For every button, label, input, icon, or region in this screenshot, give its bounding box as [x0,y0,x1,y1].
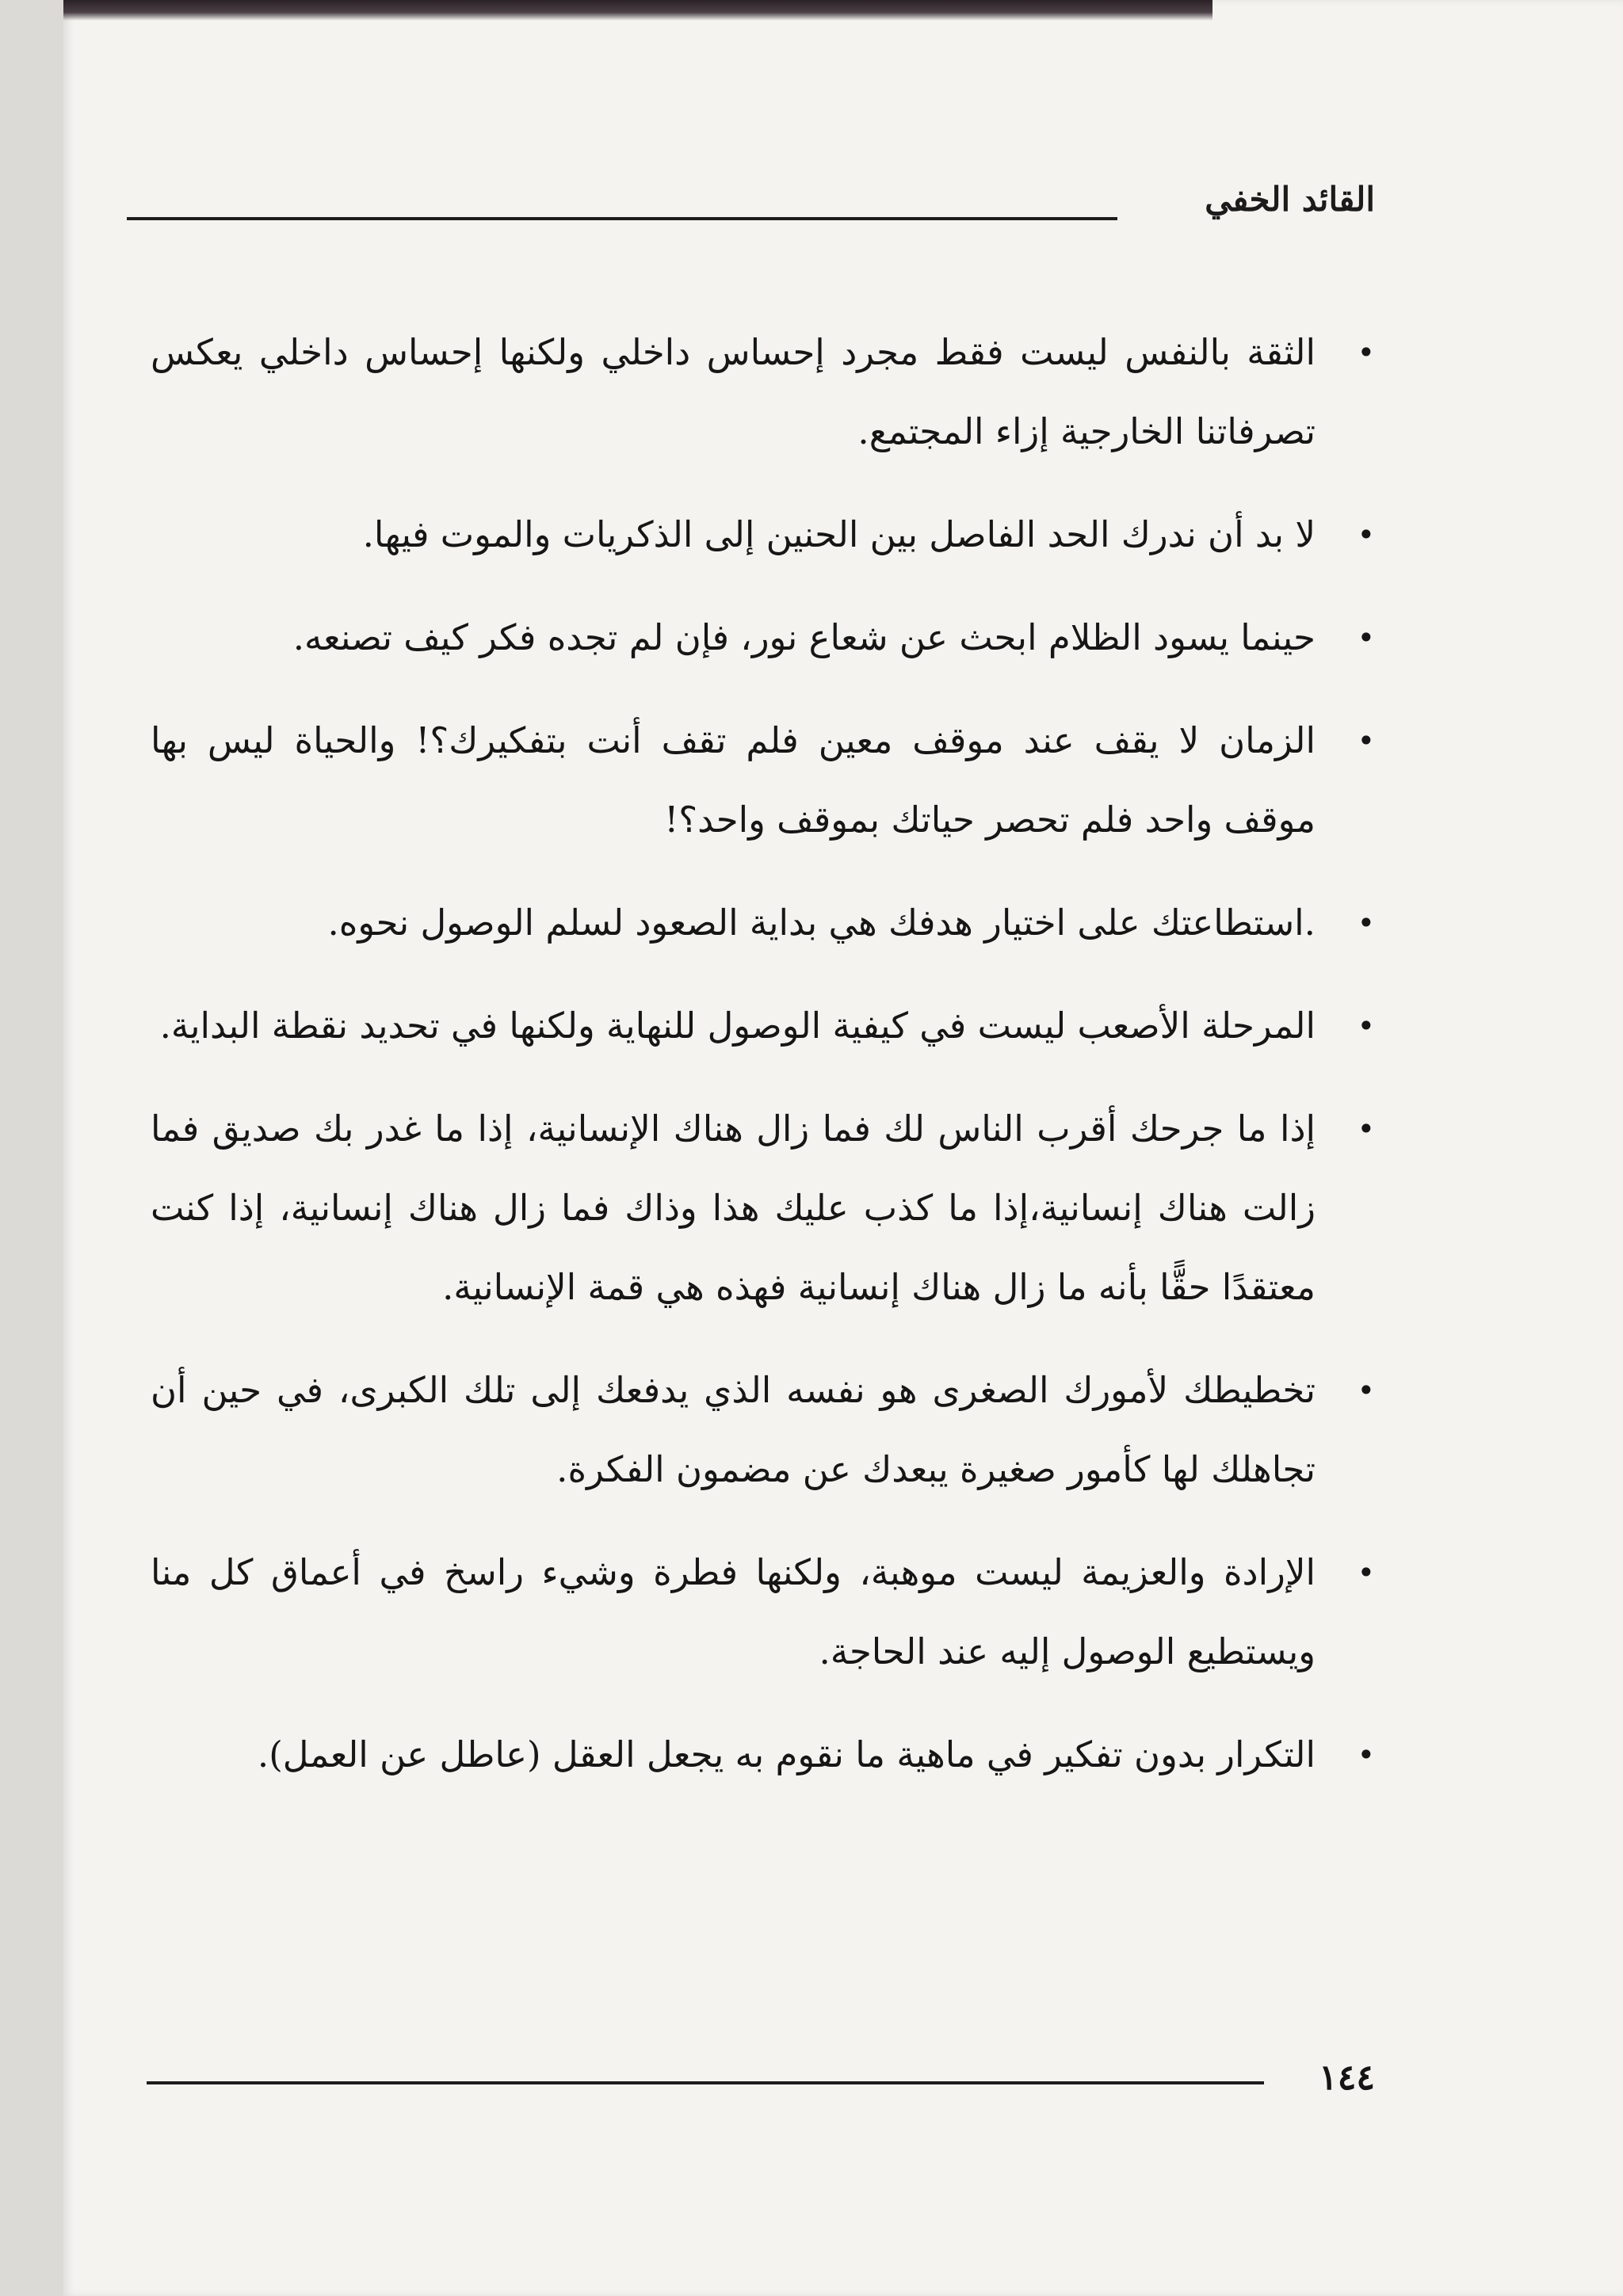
running-header-title: القائد الخفي [1205,180,1375,219]
bullet-icon: • [1357,1555,1375,1590]
bullet-icon: • [1357,723,1375,758]
page-footer [147,2056,1375,2103]
bullet-item [151,1533,1375,1691]
bullet-item [151,598,1375,677]
bullet-item [151,1351,1375,1509]
footer-rule [147,2081,1264,2084]
bullet-item [151,313,1375,471]
page-number: ١٤٤ [1319,2058,1375,2098]
bullet-text: الثقة بالنفس ليست فقط مجرد إحساس داخلي ولكنها إحساس داخلي يعكس تصرفاتنا الخارجية إزاء المجتمع. [151,331,1316,452]
bullet-icon: • [1357,1737,1375,1772]
bullet-icon: • [1357,1112,1375,1146]
bullet-icon: • [1357,906,1375,940]
bullet-item [151,883,1375,963]
bullet-item [151,1089,1375,1327]
bullet-icon: • [1357,1009,1375,1043]
bullet-text: .استطاعتك على اختيار هدفك هي بداية الصعود لسلم الوصول نحوه. [327,902,1316,944]
bullet-item [151,1715,1375,1794]
bullet-icon: • [1357,620,1375,655]
bullet-text: التكرار بدون تفكير في ماهية ما نقوم به يجعل العقل (عاطل عن العمل). [257,1733,1316,1775]
bullet-text: الزمان لا يقف عند موقف معين فلم تقف أنت بتفكيرك؟! والحياة ليس بها موقف واحد فلم تحصر حياتك بموقف واحد؟! [151,719,1316,841]
bullet-item [151,986,1375,1066]
bullet-text: إذا ما جرحك أقرب الناس لك فما زال هناك الإنسانية، إذا ما غدر بك صديق فما زالت هناك إنسانية،إذا ما كذب عليك هذا وذاك فما زال هناك إنسانية، إذا كنت معتقدًا حقًّا بأنه ما زال هناك إنسانية فهذه هي قمة الإنسانية. [151,1108,1316,1308]
bullet-icon: • [1357,517,1375,552]
bullet-text: حينما يسود الظلام ابحث عن شعاع نور، فإن لم تجده فكر كيف تصنعه. [292,616,1316,658]
header-rule [127,217,1117,220]
bullet-item [151,495,1375,574]
bullet-icon: • [1357,1373,1375,1408]
bullet-text: تخطيطك لأمورك الصغرى هو نفسه الذي يدفعك إلى تلك الكبرى، في حين أن تجاهلك لها كأمور صغيرة يبعدك عن مضمون الفكرة. [151,1369,1316,1490]
bullet-text: الإرادة والعزيمة ليست موهبة، ولكنها فطرة وشيء راسخ في أعماق كل منا ويستطيع الوصول إليه عند الحاجة. [151,1551,1316,1672]
bullet-text: لا بد أن ندرك الحد الفاصل بين الحنين إلى الذكريات والموت فيها. [362,513,1316,555]
scan-top-edge [63,0,1212,21]
bullet-item [151,701,1375,860]
page-body [151,313,1375,1818]
running-header [127,176,1375,231]
bullet-text: المرحلة الأصعب ليست في كيفية الوصول للنهاية ولكنها في تحديد نقطة البداية. [159,1005,1316,1047]
bullet-icon: • [1357,335,1375,370]
